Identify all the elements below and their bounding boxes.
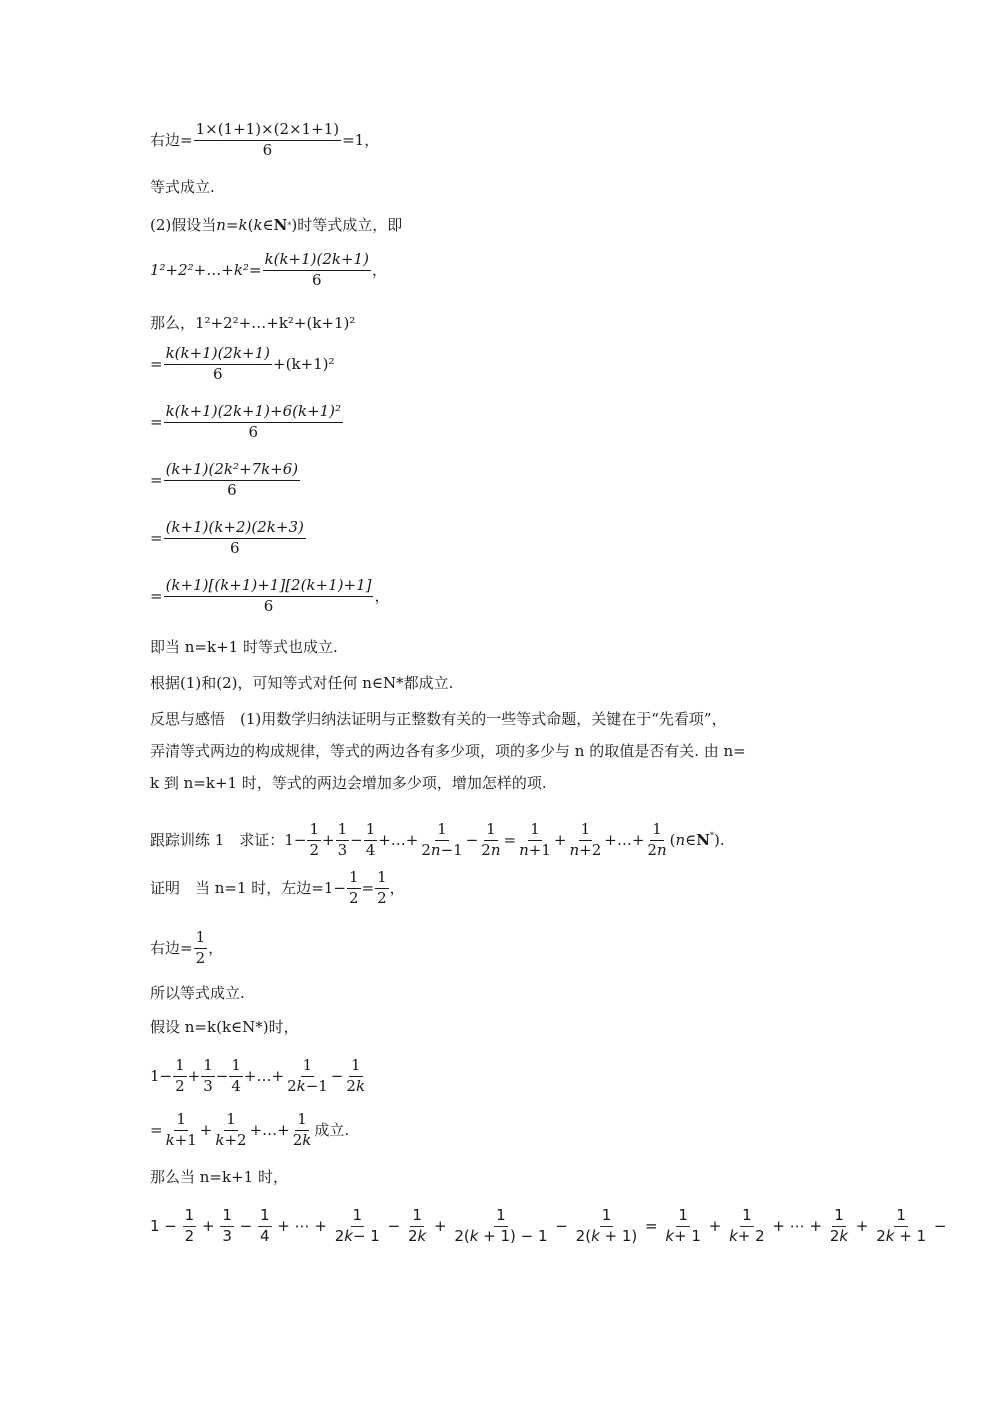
fraction: $\frac{1}{k+ 2}$ [729,1206,765,1245]
fraction: $\frac{1}{2k}$ [829,1206,849,1245]
fraction: $\frac{1}{3}$ [222,1206,232,1245]
fraction: $\frac{1}{2}$ [377,868,387,907]
fraction: $\frac{1}{k+ 1}$ [665,1206,701,1245]
fraction: $\frac{1}{2}$ [349,868,359,907]
reflection-line-1: 反思与感悟 (1)用数学归纳法证明与正整数有关的一些等式命题，关键在于“先看项”， [150,710,727,728]
exercise-1-statement: 跟踪训练 1 求证： 1− $\frac{1}{2}$ + $\frac{1}{3}$ − $\frac{1}{4}$ +…+ $\frac{1}{2n-1}$ − $\frac{1}{2n}$ = $\frac{1}{n+1}$ + $\frac{1}{n+2}$ +…+ $\frac{1}{2n}$ (n∈N*). [150,820,725,859]
equation-holds-1: 等式成立. [150,178,215,196]
right-side-base-case: 右边= $\frac{1\times(1+1)\times(2\times 1+1)}{6}$ =1， [150,120,380,159]
derivation-step-3: = $\frac{\text{(k+1)(2k²+7k+6)}}{6}$ [150,460,299,499]
hypothesis-right: = $\frac{1}{k+1}$ + $\frac{1}{k+2}$ +…+ $\frac{1}{2k}$ 成立. [150,1110,350,1149]
conclusion-k-plus-1: 即当 n=k+1 时等式也成立. [150,638,338,656]
text: 右边= [150,130,193,149]
fraction: $\frac{\text{k(k+1)(2k+1)+6(k+1)²}}{6}$ [165,402,342,441]
fraction: $\frac{\text{(k+1)(2k²+7k+6)}}{6}$ [165,460,299,499]
fraction: $\frac{1}{n+1}$ [519,820,551,859]
fraction: $\frac{1}{2k}$ [346,1056,366,1095]
fraction: $\frac{1}{4}$ [259,1206,270,1245]
reflection-line-2: 弄清等式两边的构成规律，等式的两边各有多少项，项的多少与 n 的取值是否有关. 由 n= [150,742,746,760]
fraction: $\frac{1}{2k-1}$ [287,1056,328,1095]
then-when-k-plus-1: 那么当 n=k+1 时， [150,1168,288,1186]
fraction: $\frac{1}{2k + 1}$ [876,1206,927,1245]
fraction: $\frac{1}{2n}$ [481,820,501,859]
fraction: $\frac{1}{2}$ [309,820,319,859]
k-plus-1-expansion: 1 − $\frac{1}{2}$ + $\frac{1}{3}$ − $\frac{1}{4}$ + ⋯ + $\frac{1}{2k- 1}$ − $\frac{1}{2k}$ + $\frac{1}{2(k + 1) - 1}$ − $\frac{1}{2(k + 1)}$ = $\frac{1}{k+ 1}$ + $\frac{1}{k+ 2}$ + ⋯ + $\frac{1}{2k}$ + $\frac{1}{2k + 1}$ − [150,1206,947,1245]
reflection-line-3: k 到 n=k+1 时，等式的两边会增加多少项，增加怎样的项. [150,774,547,792]
fraction: $\frac{1}{2k}$ [407,1206,427,1245]
fraction: $\frac{1}{3}$ [337,820,348,859]
fraction: $\frac{1}{2}$ [195,928,206,967]
fraction: $\frac{k(k+1)(2k+1)}{6}$ [165,344,271,383]
proof-base-case-right: 右边= $\frac{1}{2}$ ， [150,928,224,967]
conclusion-all-n: 根据(1)和(2)，可知等式对任何 n∈N*都成立. [150,674,454,692]
fraction: $\frac{1}{3}$ [203,1056,213,1095]
fraction: $\frac{k(k+1)(2k+1)}{6}$ [264,250,369,289]
fraction: $\frac{1}{k+1}$ [165,1110,197,1149]
assumption-step: (2)假设当 n = k ( k ∈ N * )时等式成立，即 [150,216,403,234]
fraction: $\frac{1}{4}$ [231,1056,241,1095]
fraction: $\frac{1}{2n}$ [647,820,667,859]
fraction: $\frac{1}{k+2}$ [215,1110,247,1149]
fraction: $\frac{1}{2k}$ [292,1110,312,1149]
induction-hypothesis: 1²+2²+…+k²= $\frac{k(k+1)(2k+1)}{6}$ ， [150,250,387,289]
proof-base-case-left: 证明 当 n=1 时，左边=1− $\frac{1}{2}$ = $\frac{1}{2}$ ， [150,868,405,907]
fraction: $\frac{1}{2}$ [175,1056,185,1095]
fraction: $\frac{1}{2(k + 1)}$ [575,1206,638,1245]
equation-holds-2: 所以等式成立. [150,984,245,1002]
fraction: $\frac{1}{2(k + 1) - 1}$ [454,1206,548,1245]
fraction: $\frac{1}{n+2}$ [569,820,602,859]
fraction: $\frac{(k+1)(k+2)(2k+3)}{6}$ [165,518,304,557]
derivation-step-2: = $\frac{\text{k(k+1)(2k+1)+6(k+1)²}}{6}$ [150,402,342,441]
derivation-step-1: = $\frac{k(k+1)(2k+1)}{6}$ +(k+1)² [150,344,335,383]
fraction: $\frac{(k+1)[(k+1)+1][2(k+1)+1]}{6}$ [165,576,372,615]
next-step-sum: 那么，1²+2²+…+k²+(k+1)² [150,314,356,332]
derivation-step-5: = $\frac{(k+1)[(k+1)+1][2(k+1)+1]}{6}$ ， [150,576,390,615]
fraction: $\frac{1}{2k- 1}$ [334,1206,380,1245]
fraction: $\frac{1}{2n-1}$ [421,820,463,859]
fraction: $\frac{1\times(1+1)\times(2\times 1+1)}{6}$ [195,120,340,159]
fraction: $\frac{1}{2}$ [184,1206,195,1245]
fraction: $\frac{1}{4}$ [365,820,376,859]
proof-assumption: 假设 n=k(k∈N*)时， [150,1018,299,1036]
derivation-step-4: = $\frac{(k+1)(k+2)(2k+3)}{6}$ [150,518,304,557]
hypothesis-left: 1− $\frac{1}{2}$ + $\frac{1}{3}$ − $\frac{1}{4}$ +…+ $\frac{1}{2k-1}$ − $\frac{1}{2k}$ [150,1056,366,1095]
